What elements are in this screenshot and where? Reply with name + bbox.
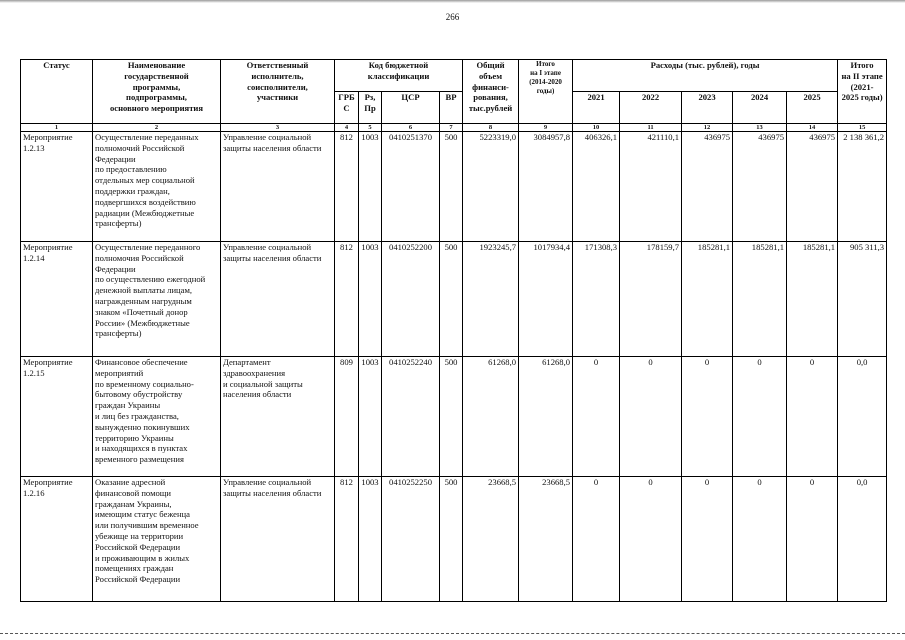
row-csr: 0410252240 [382, 357, 440, 477]
page-edge-top [0, 0, 905, 3]
row-vr: 500 [440, 242, 463, 357]
header-stage1: Итого на I этапе (2014-2020 годы) [519, 60, 573, 124]
row-year-2022: 0 [620, 357, 682, 477]
header-executor: Ответственный исполнитель, соисполнители, участники [221, 60, 335, 124]
row-year-2024: 0 [733, 357, 787, 477]
row-grbs: 812 [335, 132, 359, 242]
row-name: Финансовое обеспечение мероприятий по временному социально- бытовому обустройству граждан Украины и лиц без гражданства, вынужденно покинувших территорию Украины и находящихся в пунктах временного размещения [93, 357, 221, 477]
header-vr: ВР [440, 92, 463, 124]
row-grbs: 809 [335, 357, 359, 477]
row-name: Оказание адресной финансовой помощи гражданам Украины, имеющим статус беженца или получившим временное убежище на территории Российской Федерации и проживающим в жилых помещениях граждан Российской Федерации [93, 477, 221, 602]
header-stage2: Итого на II этапе (2021- 2025 годы) [838, 60, 887, 124]
row-csr: 0410252200 [382, 242, 440, 357]
row-year-2022: 178159,7 [620, 242, 682, 357]
page-number: 266 [445, 12, 460, 22]
header-grbs: ГРБ С [335, 92, 359, 124]
row-year-2021: 406326,1 [573, 132, 620, 242]
budget-table [20, 59, 887, 602]
column-number: 7 [440, 124, 463, 132]
row-stage2: 0,0 [838, 357, 887, 477]
row-stage1: 61268,0 [519, 357, 573, 477]
table-row [21, 357, 887, 477]
row-status: Мероприятие 1.2.15 [21, 357, 93, 477]
row-rzpr: 1003 [359, 132, 382, 242]
row-status: Мероприятие 1.2.14 [21, 242, 93, 357]
column-number: 5 [359, 124, 382, 132]
page-edge-bottom [0, 633, 905, 637]
row-executor: Департамент здравоохранения и социальной защиты населения области [221, 357, 335, 477]
row-year-2022: 421110,1 [620, 132, 682, 242]
row-year-2025: 0 [787, 477, 838, 602]
row-name: Осуществление переданных полномочий Российской Федерации по предоставлению отдельных мер социальной поддержки граждан, подвергшихся воздействию радиации (Межбюджетные трансферты) [93, 132, 221, 242]
header-year-2022: 2022 [620, 92, 682, 124]
column-number-row [21, 124, 887, 132]
row-vr: 500 [440, 132, 463, 242]
row-year-2024: 436975 [733, 132, 787, 242]
column-number: 12 [682, 124, 733, 132]
column-number: 8 [463, 124, 519, 132]
table-row [21, 132, 887, 242]
column-number: 3 [221, 124, 335, 132]
header-total-volume: Общий объем финанси- рования, тыс.рублей [463, 60, 519, 124]
column-number: 11 [620, 124, 682, 132]
header-year-2024: 2024 [733, 92, 787, 124]
row-rzpr: 1003 [359, 477, 382, 602]
table-row [21, 477, 887, 602]
header-status: Статус [21, 60, 93, 124]
header-budget-code: Код бюджетной классификации [335, 60, 463, 92]
row-stage2: 2 138 361,2 [838, 132, 887, 242]
row-stage1: 3084957,8 [519, 132, 573, 242]
row-year-2023: 185281,1 [682, 242, 733, 357]
column-number: 4 [335, 124, 359, 132]
row-total: 5223319,0 [463, 132, 519, 242]
row-year-2024: 0 [733, 477, 787, 602]
row-year-2025: 185281,1 [787, 242, 838, 357]
row-year-2021: 171308,3 [573, 242, 620, 357]
row-year-2024: 185281,1 [733, 242, 787, 357]
table-row [21, 242, 887, 357]
row-grbs: 812 [335, 477, 359, 602]
row-rzpr: 1003 [359, 357, 382, 477]
header-expenses: Расходы (тыс. рублей), годы [573, 60, 838, 92]
row-year-2021: 0 [573, 477, 620, 602]
row-executor: Управление социальной защиты населения области [221, 477, 335, 602]
row-csr: 0410252250 [382, 477, 440, 602]
column-number: 13 [733, 124, 787, 132]
row-total: 1923245,7 [463, 242, 519, 357]
row-year-2021: 0 [573, 357, 620, 477]
header-year-2023: 2023 [682, 92, 733, 124]
row-year-2025: 0 [787, 357, 838, 477]
column-number: 9 [519, 124, 573, 132]
row-executor: Управление социальной защиты населения области [221, 242, 335, 357]
row-total: 23668,5 [463, 477, 519, 602]
row-csr: 0410251370 [382, 132, 440, 242]
column-number: 2 [93, 124, 221, 132]
row-grbs: 812 [335, 242, 359, 357]
row-total: 61268,0 [463, 357, 519, 477]
row-stage1: 23668,5 [519, 477, 573, 602]
header-year-2025: 2025 [787, 92, 838, 124]
column-number: 14 [787, 124, 838, 132]
row-rzpr: 1003 [359, 242, 382, 357]
row-vr: 500 [440, 357, 463, 477]
row-executor: Управление социальной защиты населения области [221, 132, 335, 242]
header-year-2021: 2021 [573, 92, 620, 124]
column-number: 1 [21, 124, 93, 132]
row-status: Мероприятие 1.2.13 [21, 132, 93, 242]
row-year-2023: 0 [682, 477, 733, 602]
row-year-2023: 436975 [682, 132, 733, 242]
row-name: Осуществление переданного полномочия Российской Федерации по осуществлению ежегодной денежной выплаты лицам, награжденным нагрудным знаком «Почетный донор России» (Межбюджетные трансферты) [93, 242, 221, 357]
row-stage1: 1017934,4 [519, 242, 573, 357]
row-year-2023: 0 [682, 357, 733, 477]
row-vr: 500 [440, 477, 463, 602]
row-stage2: 0,0 [838, 477, 887, 602]
header-rzpr: Рз, Пр [359, 92, 382, 124]
column-number: 10 [573, 124, 620, 132]
row-year-2025: 436975 [787, 132, 838, 242]
row-year-2022: 0 [620, 477, 682, 602]
header-csr: ЦСР [382, 92, 440, 124]
row-status: Мероприятие 1.2.16 [21, 477, 93, 602]
column-number: 15 [838, 124, 887, 132]
column-number: 6 [382, 124, 440, 132]
header-name: Наименование государственной программы, подпрограммы, основного мероприятия [93, 60, 221, 124]
row-stage2: 905 311,3 [838, 242, 887, 357]
header-row-top [21, 60, 887, 92]
